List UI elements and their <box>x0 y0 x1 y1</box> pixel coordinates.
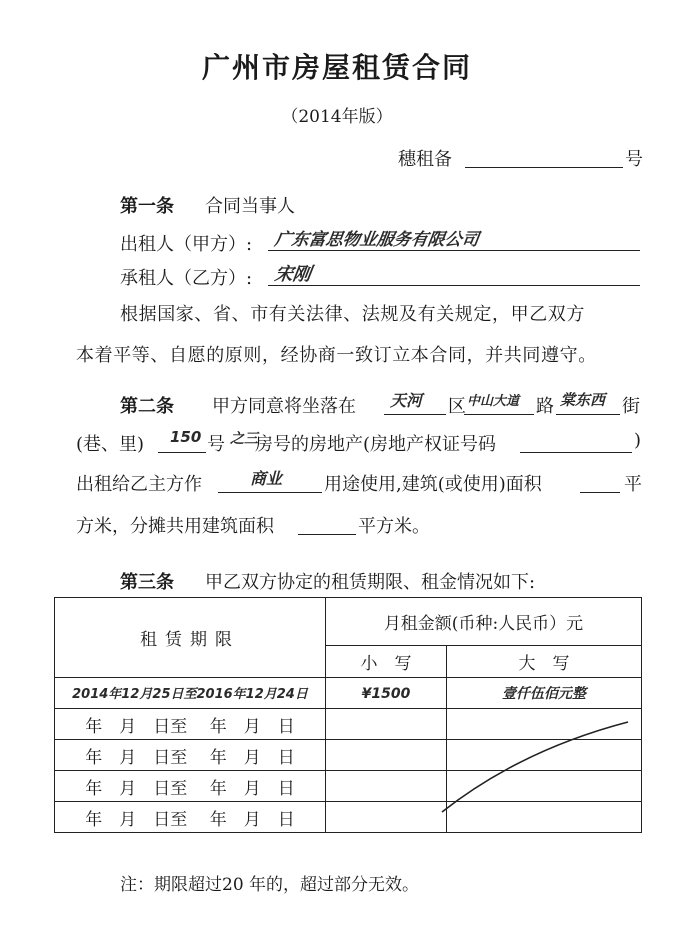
lessee-label: 承租人（乙方）: <box>120 268 253 289</box>
big-header: 大 写 <box>518 654 570 674</box>
article1-title: 合同当事人 <box>205 196 295 217</box>
street-value: 棠东西 <box>560 391 606 409</box>
article2-text-4: 街 <box>622 396 640 417</box>
article2-text-7: 房号的房地产(房地产权证号码 <box>255 434 497 455</box>
article2-text-3: 路 <box>536 396 554 417</box>
lessee-value: 宋刚 <box>273 264 313 285</box>
period-value: 2014年12月25日至2016年12月24日 <box>72 687 308 702</box>
period-value: 年 月 日至 年 月 日 <box>85 778 295 799</box>
article3-note: 注：期限超过20 年的，超过部分无效。 <box>120 875 420 895</box>
period-value: 年 月 日至 年 月 日 <box>85 747 295 768</box>
document-title: 广州市房屋租赁合同 <box>201 51 472 84</box>
article2-text-6: 号 <box>207 434 225 455</box>
filing-suffix: 号 <box>625 149 643 170</box>
article2-text-8: ) <box>634 430 642 451</box>
small-header: 小 写 <box>360 654 412 674</box>
period-value: 年 月 日至 年 月 日 <box>85 809 295 830</box>
filing-label: 穗租备 <box>398 149 452 170</box>
lessor-value: 广东富思物业服务有限公司 <box>273 230 481 250</box>
document-edition: （2014年版） <box>281 107 393 127</box>
lessor-label: 出租人（甲方）: <box>120 234 253 255</box>
small-value: ¥1500 <box>361 686 411 702</box>
article2-text-12: 方米，分摊共用建筑面积 <box>76 516 274 537</box>
rent-header: 月租金额(币种:人民币）元 <box>383 614 584 634</box>
district-value: 天河 <box>390 391 423 410</box>
article3-title: 甲乙双方协定的租赁期限、租金情况如下: <box>205 572 536 593</box>
article2-text-10: 用途使用,建筑(或使用)面积 <box>324 474 542 495</box>
usage-value: 商业 <box>250 469 283 488</box>
room-value: 之三 <box>230 431 258 447</box>
big-value: 壹仟伍佰元整 <box>502 686 586 702</box>
cancel-stroke-path <box>442 722 628 812</box>
article2-text-5: (巷、里) <box>76 434 145 455</box>
article2-text-11: 平 <box>624 474 642 495</box>
article2-heading: 第二条 <box>120 396 174 417</box>
period-value: 年 月 日至 年 月 日 <box>85 716 295 737</box>
article1-heading: 第一条 <box>120 196 174 217</box>
article1-para-line2: 本着平等、自愿的原则，经协商一致订立本合同，并共同遵守。 <box>76 345 597 366</box>
house-number-value: 150 <box>170 428 202 446</box>
article2-text-1: 甲方同意将坐落在 <box>212 396 356 417</box>
road-value: 中山大道 <box>467 394 520 409</box>
article3-heading: 第三条 <box>120 572 174 593</box>
article2-text-13: 平方米。 <box>358 516 430 537</box>
article1-para-line1: 根据国家、省、市有关法律、法规及有关规定，甲乙双方 <box>120 304 585 325</box>
article2-text-9: 出租给乙主方作 <box>76 474 202 495</box>
period-header: 租赁期限 <box>140 630 240 650</box>
article2-text-2: 区 <box>448 396 466 417</box>
